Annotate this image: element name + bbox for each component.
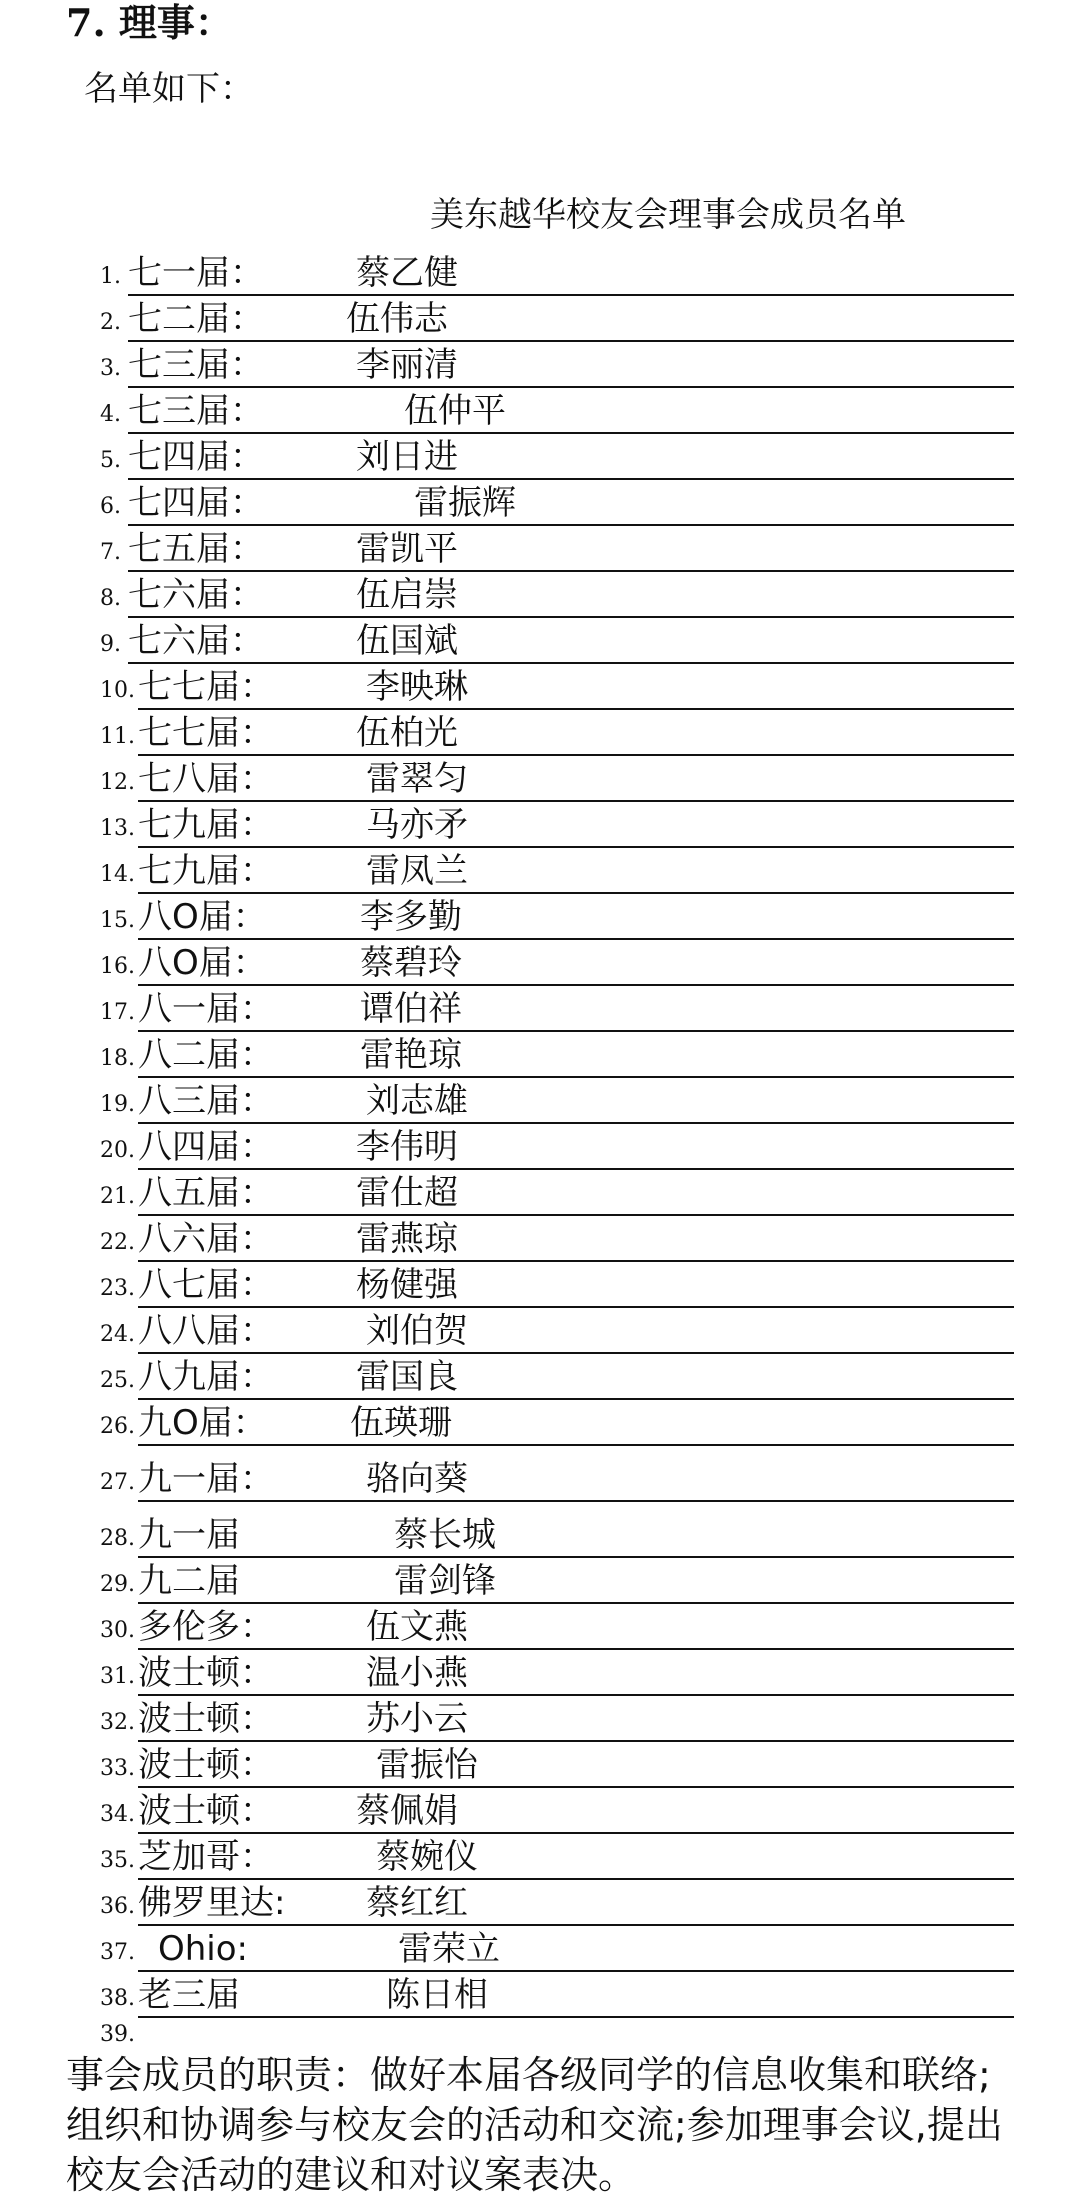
row-divider: [138, 892, 1014, 894]
class-year: 七七届：: [138, 713, 274, 753]
list-number: 13.: [100, 816, 135, 841]
member-name: 刘志雄: [366, 1081, 468, 1121]
member-name: 蔡碧玲: [360, 943, 462, 983]
list-number: 14.: [100, 862, 135, 887]
intro-text: 名单如下：: [84, 69, 254, 109]
class-year: 八三届：: [138, 1081, 274, 1121]
member-name: 伍伟志: [346, 299, 448, 339]
member-name: 雷艳琼: [360, 1035, 462, 1075]
list-number: 32.: [100, 1710, 135, 1735]
member-name: 刘日进: [356, 437, 458, 477]
class-year: 八八届：: [138, 1311, 274, 1351]
member-name: 李丽清: [356, 345, 458, 385]
member-name: 谭伯祥: [360, 989, 462, 1029]
list-number: 7.: [100, 540, 121, 565]
class-year: 七九届：: [138, 805, 274, 845]
list-number: 26.: [100, 1414, 135, 1439]
list-number: 36.: [100, 1894, 135, 1919]
row-divider: [138, 1556, 1014, 1558]
class-year: 八九届：: [138, 1357, 274, 1397]
member-name: 陈日相: [386, 1975, 488, 2015]
class-year: 九一届: [138, 1515, 240, 1555]
member-name: 雷国良: [356, 1357, 458, 1397]
class-year: 七七届：: [138, 667, 274, 707]
member-name: 伍文燕: [366, 1607, 468, 1647]
list-title: 美东越华校友会理事会成员名单: [430, 195, 906, 235]
class-year: 七一届：: [128, 253, 264, 293]
list-number: 21.: [100, 1184, 135, 1209]
class-year: 波士顿：: [138, 1699, 274, 1739]
member-name: 马亦矛: [366, 805, 468, 845]
duties-paragraph: 事会成员的职责：做好本届各级同学的信息收集和联络;组织和协调参与校友会的活动和交流;参加理事会议,提出校友会活动的建议和对议案表决。: [66, 2053, 1003, 2197]
list-number: 22.: [100, 1230, 135, 1255]
class-year: 九一届：: [138, 1459, 274, 1499]
list-number: 4.: [100, 402, 121, 427]
class-year: 七四届：: [128, 437, 264, 477]
list-number: 18.: [100, 1046, 135, 1071]
list-number: 6.: [100, 494, 121, 519]
class-year: Ohio:: [158, 1929, 249, 1969]
list-number: 12.: [100, 770, 135, 795]
class-year: 八六届：: [138, 1219, 274, 1259]
class-year: 八O届：: [138, 897, 267, 937]
row-divider: [138, 1500, 1014, 1502]
class-year: 七六届：: [128, 575, 264, 615]
list-number: 28.: [100, 1526, 135, 1551]
row-divider: [138, 1924, 1014, 1926]
class-year: 芝加哥：: [138, 1837, 274, 1877]
class-year: 七三届：: [128, 345, 264, 385]
list-number: 3.: [100, 356, 121, 381]
member-name: 雷凤兰: [366, 851, 468, 891]
class-year: 八四届：: [138, 1127, 274, 1167]
row-divider: [138, 938, 1014, 940]
list-number: 34.: [100, 1802, 135, 1827]
member-name: 蔡婉仪: [376, 1837, 478, 1877]
class-year: 九二届: [138, 1561, 240, 1601]
section-heading: 7. 理事：: [66, 0, 233, 45]
row-divider: [138, 1970, 1014, 1972]
member-name: 雷荣立: [398, 1929, 500, 1969]
class-year: 七九届：: [138, 851, 274, 891]
member-name: 温小燕: [366, 1653, 468, 1693]
class-year: 七二届：: [128, 299, 264, 339]
list-number: 29.: [100, 1572, 135, 1597]
member-name: 雷振辉: [414, 483, 516, 523]
list-number: 30.: [100, 1618, 135, 1643]
list-number: 15.: [100, 908, 135, 933]
member-name: 蔡佩娟: [356, 1791, 458, 1831]
class-year: 七三届：: [128, 391, 264, 431]
member-name: 雷翠匀: [366, 759, 468, 799]
class-year: 佛罗里达:: [138, 1883, 286, 1923]
member-name: 苏小云: [366, 1699, 468, 1739]
member-name: 李多勤: [360, 897, 462, 937]
list-number: 25.: [100, 1368, 135, 1393]
class-year: 多伦多：: [138, 1607, 274, 1647]
member-name: 雷剑锋: [394, 1561, 496, 1601]
member-name: 刘伯贺: [366, 1311, 468, 1351]
list-number: 8.: [100, 586, 121, 611]
class-year: 八二届：: [138, 1035, 274, 1075]
list-number: 19.: [100, 1092, 135, 1117]
list-number: 20.: [100, 1138, 135, 1163]
class-year: 波士顿：: [138, 1745, 274, 1785]
list-number: 16.: [100, 954, 135, 979]
class-year: 七八届：: [138, 759, 274, 799]
list-number: 5.: [100, 448, 121, 473]
class-year: 老三届: [138, 1975, 240, 2015]
class-year: 八O届：: [138, 943, 267, 983]
class-year: 七四届：: [128, 483, 264, 523]
member-name: 伍启崇: [356, 575, 458, 615]
list-number: 2.: [100, 310, 121, 335]
list-number: 33.: [100, 1756, 135, 1781]
member-name: 骆向葵: [366, 1459, 468, 1499]
member-name: 伍柏光: [356, 713, 458, 753]
list-number: 35.: [100, 1848, 135, 1873]
class-year: 八七届：: [138, 1265, 274, 1305]
row-divider: [138, 2016, 1014, 2018]
member-name: 李映琳: [366, 667, 468, 707]
list-number: 27.: [100, 1470, 135, 1495]
list-number: 37.: [100, 1940, 135, 1965]
member-name: 蔡红红: [366, 1883, 468, 1923]
list-number: 17.: [100, 1000, 135, 1025]
list-number: 1.: [100, 264, 121, 289]
member-name: 雷振怡: [376, 1745, 478, 1785]
member-name: 蔡长城: [394, 1515, 496, 1555]
member-name: 伍国斌: [356, 621, 458, 661]
member-name: 伍瑛珊: [350, 1403, 452, 1443]
class-year: 波士顿：: [138, 1791, 274, 1831]
member-name: 雷仕超: [356, 1173, 458, 1213]
member-name: 李伟明: [356, 1127, 458, 1167]
list-number: 24.: [100, 1322, 135, 1347]
class-year: 八一届：: [138, 989, 274, 1029]
class-year: 九O届：: [138, 1403, 267, 1443]
list-number: 23.: [100, 1276, 135, 1301]
row-divider: [138, 1398, 1014, 1400]
list-number: 11.: [100, 724, 135, 749]
class-year: 七五届：: [128, 529, 264, 569]
list-number: 9.: [100, 632, 121, 657]
member-name: 雷燕琼: [356, 1219, 458, 1259]
member-name: 杨健强: [356, 1265, 458, 1305]
class-year: 七六届：: [128, 621, 264, 661]
list-number: 31.: [100, 1664, 135, 1689]
list-number: 39.: [100, 2022, 135, 2047]
row-divider: [138, 1444, 1014, 1446]
class-year: 波士顿：: [138, 1653, 274, 1693]
member-name: 雷凯平: [356, 529, 458, 569]
class-year: 八五届：: [138, 1173, 274, 1213]
list-number: 38.: [100, 1986, 135, 2011]
member-name: 蔡乙健: [356, 253, 458, 293]
member-name: 伍仲平: [404, 391, 506, 431]
list-number: 10.: [100, 678, 135, 703]
